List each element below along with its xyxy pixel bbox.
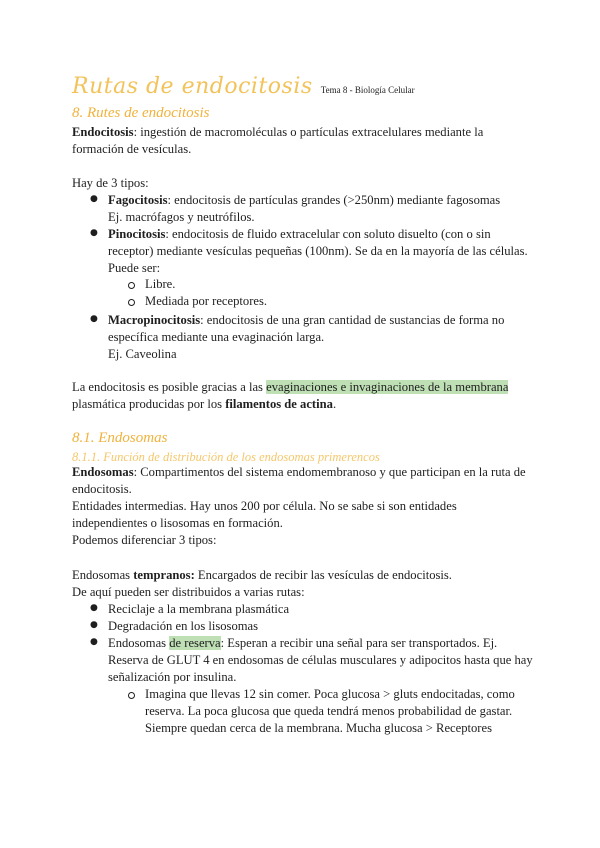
bullet-dot: ●: [90, 603, 98, 613]
fagocitosis-line: [108, 192, 500, 209]
bullet-dot: ●: [90, 228, 98, 238]
script-title: Rutas de endocitosis: [72, 74, 313, 99]
endosomas-line-3: Entidades intermedias. Hay unos 200 por célula. No se sabe si son entidades: [72, 499, 457, 513]
pinocitosis-sub-2: Mediada por receptores.: [145, 294, 268, 308]
endosomas-definition-line-1: [72, 464, 526, 481]
sub-bullet-circle: [128, 299, 135, 306]
endocitosis-definition-line-1: [72, 124, 483, 141]
bullet-dot: ●: [90, 314, 98, 324]
macropinocitosis-term: Macropinocitosis: [108, 313, 201, 327]
route-3-line-1: [108, 635, 497, 652]
macropinocitosis-example: Ej. Caveolina: [108, 347, 177, 361]
endosomas-heading: 8.1. Endosomas: [72, 430, 168, 446]
endosomas-term: Endosomas: [72, 465, 134, 479]
reserva-highlight: de reserva: [169, 636, 221, 650]
route-3-b: : Esperan a recibir una señal para ser transportados. Ej.: [220, 636, 498, 650]
endocitosis-definition-line-2: formación de vesículas.: [72, 142, 192, 156]
endocitosis-term: Endocitosis: [72, 125, 134, 139]
glucosa-note-line-2: reserva. La poca glucosa que queda tendrá menos probabilidad de gastar.: [145, 704, 513, 718]
pinocitosis-line-1: [108, 226, 491, 243]
sub-bullet-circle: [128, 282, 135, 289]
possible-line-1: [72, 379, 508, 396]
tempranos-line-2: De aquí pueden ser distribuidos a varias rutas:: [72, 585, 305, 599]
tempranos-term: tempranos:: [133, 568, 195, 582]
possible-end: .: [332, 397, 337, 411]
endosomas-def-text: : Compartimentos del sistema endomembranoso y que participan en la ruta de: [133, 465, 526, 479]
pinocitosis-term: Pinocitosis: [108, 227, 166, 241]
route-3-line-3: señalización por insulina.: [108, 670, 237, 684]
tempranos-a: Endosomas: [72, 568, 134, 582]
endosomas-subheading: 8.1.1. Función de distribución de los endosomas primerencos: [72, 450, 380, 464]
pinocitosis-sub-1: Libre.: [145, 277, 176, 291]
endocitosis-def-text: : ingestión de macromoléculas o partículas extracelulares mediante la: [133, 125, 484, 139]
macropinocitosis-line-2: específica mediante una evaginación larga.: [108, 330, 325, 344]
endosomas-line-5: Podemos diferenciar 3 tipos:: [72, 533, 217, 547]
pinocitosis-line-2: receptor) mediante vesículas pequeñas (100nm). Se da en la mayoría de las células.: [108, 244, 528, 258]
section-heading: 8. Rutes de endocitosis: [72, 105, 210, 121]
actina-term: filamentos de actina: [225, 397, 333, 411]
page-header: [72, 74, 415, 99]
sub-bullet-circle: [128, 692, 135, 699]
fagocitosis-text: : endocitosis de partículas grandes (>250nm) mediante fagosomas: [167, 193, 501, 207]
macropinocitosis-text: : endocitosis de una gran cantidad de sustancias de forma no: [200, 313, 505, 327]
possible-text-2: plasmática producidas por los: [72, 397, 226, 411]
tempranos-line-1: [72, 567, 452, 584]
possible-text: La endocitosis es posible gracias a las: [72, 380, 267, 394]
highlighted-text: evaginaciones e invaginaciones de la membrana: [266, 380, 509, 394]
bullet-dot: ●: [90, 637, 98, 647]
pinocitosis-line-3: Puede ser:: [108, 261, 161, 275]
glucosa-note-line-3: Siempre quedan cerca de la membrana. Mucha glucosa > Receptores: [145, 721, 492, 735]
fagocitosis-term: Fagocitosis: [108, 193, 168, 207]
route-2: Degradación en los lisosomas: [108, 619, 259, 633]
endosomas-line-4: independientes o lisosomas en formación.: [72, 516, 283, 530]
route-3-line-2: Reserva de GLUT 4 en endosomas de células musculares y adipocitos hasta que hay: [108, 653, 533, 667]
types-intro: Hay de 3 tipos:: [72, 176, 149, 190]
pinocitosis-text: : endocitosis de fluido extracelular con soluto disuelto (con o sin: [165, 227, 491, 241]
fagocitosis-example: Ej. macrófagos y neutrófilos.: [108, 210, 255, 224]
bullet-dot: ●: [90, 194, 98, 204]
header-subtitle: Tema 8 - Biología Celular: [320, 85, 415, 95]
endosomas-definition-line-2: endocitosis.: [72, 482, 132, 496]
bullet-dot: ●: [90, 620, 98, 630]
possible-line-2: [72, 396, 336, 413]
glucosa-note-line-1: Imagina que llevas 12 sin comer. Poca glucosa > gluts endocitadas, como: [145, 687, 515, 701]
route-3-a: Endosomas: [108, 636, 170, 650]
macropinocitosis-line-1: [108, 312, 504, 329]
tempranos-c: Encargados de recibir las vesículas de endocitosis.: [194, 568, 452, 582]
route-1: Reciclaje a la membrana plasmática: [108, 602, 290, 616]
